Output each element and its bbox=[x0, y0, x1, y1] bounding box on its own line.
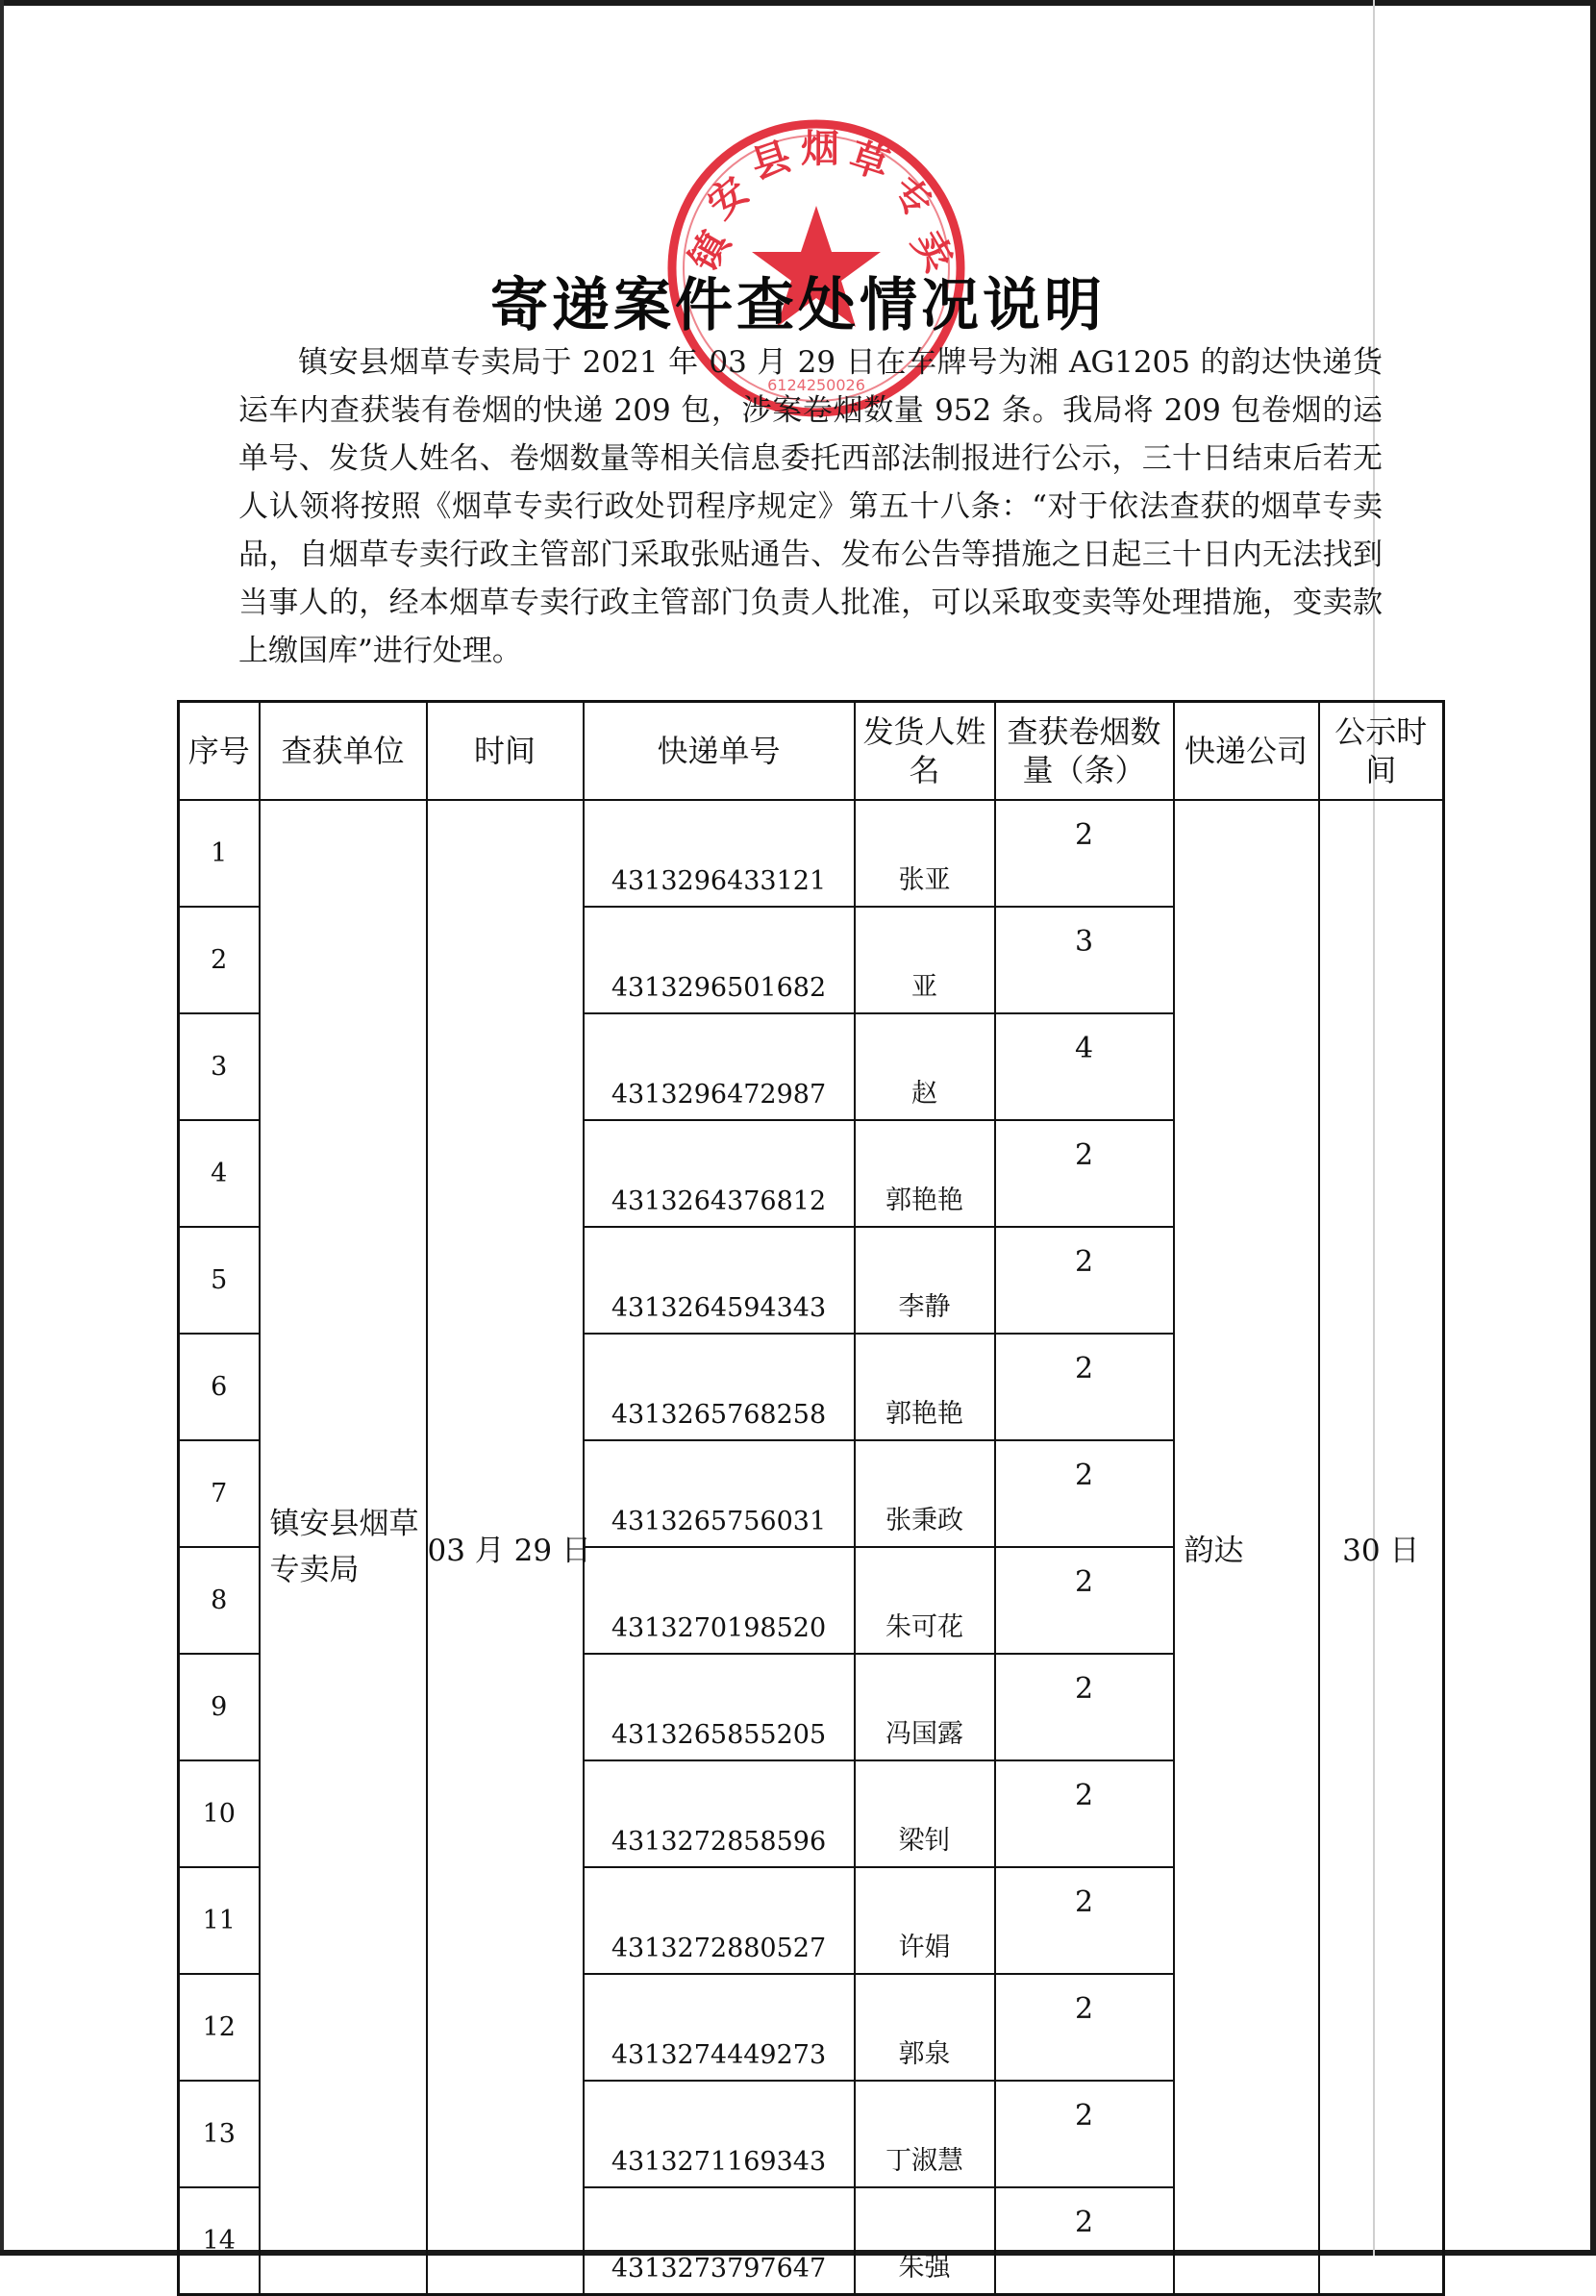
sender-name: 朱强 bbox=[855, 2187, 995, 2295]
header-unit: 查获单位 bbox=[260, 702, 427, 801]
tracking-number: 4313270198520 bbox=[584, 1547, 855, 1654]
seizure-date-cell: 03 月 29 日 bbox=[427, 800, 584, 2295]
cigarette-count: 4 bbox=[995, 1013, 1174, 1120]
svg-text:6124250026: 6124250026 bbox=[767, 376, 865, 394]
row-index: 12 bbox=[179, 1974, 260, 2081]
table-header-row bbox=[179, 702, 1444, 801]
svg-text:烟: 烟 bbox=[801, 127, 839, 171]
sender-name: 李静 bbox=[855, 1227, 995, 1334]
seizing-unit-cell: 镇安县烟草专卖局 bbox=[260, 800, 427, 2295]
cigarette-count: 2 bbox=[995, 1654, 1174, 1760]
sender-name: 张亚 bbox=[855, 800, 995, 907]
cigarette-count: 2 bbox=[995, 1760, 1174, 1867]
sender-name: 亚 bbox=[855, 907, 995, 1013]
row-index: 7 bbox=[179, 1440, 260, 1547]
scan-border-top bbox=[0, 0, 1596, 6]
cigarette-count: 2 bbox=[995, 1440, 1174, 1547]
tracking-number: 4313273797647 bbox=[584, 2187, 855, 2295]
row-index: 4 bbox=[179, 1120, 260, 1227]
sender-name: 郭艳艳 bbox=[855, 1120, 995, 1227]
sender-name: 丁淑慧 bbox=[855, 2081, 995, 2187]
tracking-number: 4313264594343 bbox=[584, 1227, 855, 1334]
tracking-number: 4313265768258 bbox=[584, 1334, 855, 1440]
publication-period-cell: 30 日 bbox=[1319, 800, 1444, 2295]
row-index: 9 bbox=[179, 1654, 260, 1760]
tracking-number: 4313274449273 bbox=[584, 1974, 855, 2081]
header-publication-period: 公示时间 bbox=[1319, 702, 1444, 801]
row-index: 5 bbox=[179, 1227, 260, 1334]
sender-name: 赵 bbox=[855, 1013, 995, 1120]
svg-text:卖: 卖 bbox=[903, 223, 961, 280]
body-paragraph: 镇安县烟草专卖局于 2021 年 03 月 29 日在车牌号为湘 AG1205 的韵达快递货运车内查获装有卷烟的快递 209 包，涉案卷烟数量 952 条。我局将 209 包卷烟的运单号、发货人姓名、卷烟数量等相关信息委托西部法制报进行公示，三十日结束后若无人认领将按照《烟草专卖行政处罚程序规定》第五十八条：“对于依法查获的烟草专卖品，自烟草专卖行政主管部门采取张贴通告、发布公告等措施之日起三十日内无法找到当事人的，经本烟草专卖行政主管部门负责人批准，可以采取变卖等处理措施，变卖款上缴国库”进行处理。 bbox=[238, 345, 1383, 668]
cigarette-count: 2 bbox=[995, 1120, 1174, 1227]
header-sender-name: 发货人姓名 bbox=[855, 702, 995, 801]
tracking-number: 4313271169343 bbox=[584, 2081, 855, 2187]
document-body bbox=[238, 338, 1383, 675]
row-index: 13 bbox=[179, 2081, 260, 2187]
row-index: 6 bbox=[179, 1334, 260, 1440]
row-index: 11 bbox=[179, 1867, 260, 1974]
svg-text:草: 草 bbox=[843, 134, 895, 188]
row-index: 1 bbox=[179, 800, 260, 907]
tracking-number: 4313272858596 bbox=[584, 1760, 855, 1867]
document-title: 寄递案件查处情况说明 bbox=[490, 272, 1106, 339]
row-index: 3 bbox=[179, 1013, 260, 1120]
cigarette-count: 2 bbox=[995, 2081, 1174, 2187]
tracking-number: 4313296433121 bbox=[584, 800, 855, 907]
tracking-number: 4313296472987 bbox=[584, 1013, 855, 1120]
header-index: 序号 bbox=[179, 702, 260, 801]
cigarette-count: 2 bbox=[995, 1974, 1174, 2081]
tracking-number: 4313265855205 bbox=[584, 1654, 855, 1760]
cigarette-count: 2 bbox=[995, 2187, 1174, 2295]
cigarette-count: 2 bbox=[995, 1334, 1174, 1440]
sender-name: 许娟 bbox=[855, 1867, 995, 1974]
row-index: 2 bbox=[179, 907, 260, 1013]
row-index: 14 bbox=[179, 2187, 260, 2295]
sender-name: 郭泉 bbox=[855, 1974, 995, 2081]
header-cigarette-count: 查获卷烟数量（条） bbox=[995, 702, 1174, 801]
cigarette-count: 2 bbox=[995, 1227, 1174, 1334]
header-tracking-number: 快递单号 bbox=[584, 702, 855, 801]
cigarette-count: 2 bbox=[995, 1867, 1174, 1974]
svg-text:县: 县 bbox=[745, 134, 797, 188]
sender-name: 冯国露 bbox=[855, 1654, 995, 1760]
svg-text:镇: 镇 bbox=[681, 223, 739, 280]
sender-name: 张秉政 bbox=[855, 1440, 995, 1547]
cigarette-count: 2 bbox=[995, 800, 1174, 907]
svg-text:专: 专 bbox=[883, 168, 941, 228]
sender-name: 朱可花 bbox=[855, 1547, 995, 1654]
svg-text:安: 安 bbox=[699, 168, 758, 228]
tracking-number: 4313272880527 bbox=[584, 1867, 855, 1974]
courier-company-cell: 韵达 bbox=[1174, 800, 1319, 2295]
row-index: 10 bbox=[179, 1760, 260, 1867]
row-index: 8 bbox=[179, 1547, 260, 1654]
header-courier-company: 快递公司 bbox=[1174, 702, 1319, 801]
sender-name: 郭艳艳 bbox=[855, 1334, 995, 1440]
cigarette-count: 3 bbox=[995, 907, 1174, 1013]
tracking-number: 4313265756031 bbox=[584, 1440, 855, 1547]
tracking-number: 4313296501682 bbox=[584, 907, 855, 1013]
sender-name: 梁钊 bbox=[855, 1760, 995, 1867]
table-row bbox=[179, 800, 1444, 907]
cigarette-count: 2 bbox=[995, 1547, 1174, 1654]
tracking-number: 4313264376812 bbox=[584, 1120, 855, 1227]
seizure-records-table bbox=[177, 700, 1445, 2296]
header-time: 时间 bbox=[427, 702, 584, 801]
